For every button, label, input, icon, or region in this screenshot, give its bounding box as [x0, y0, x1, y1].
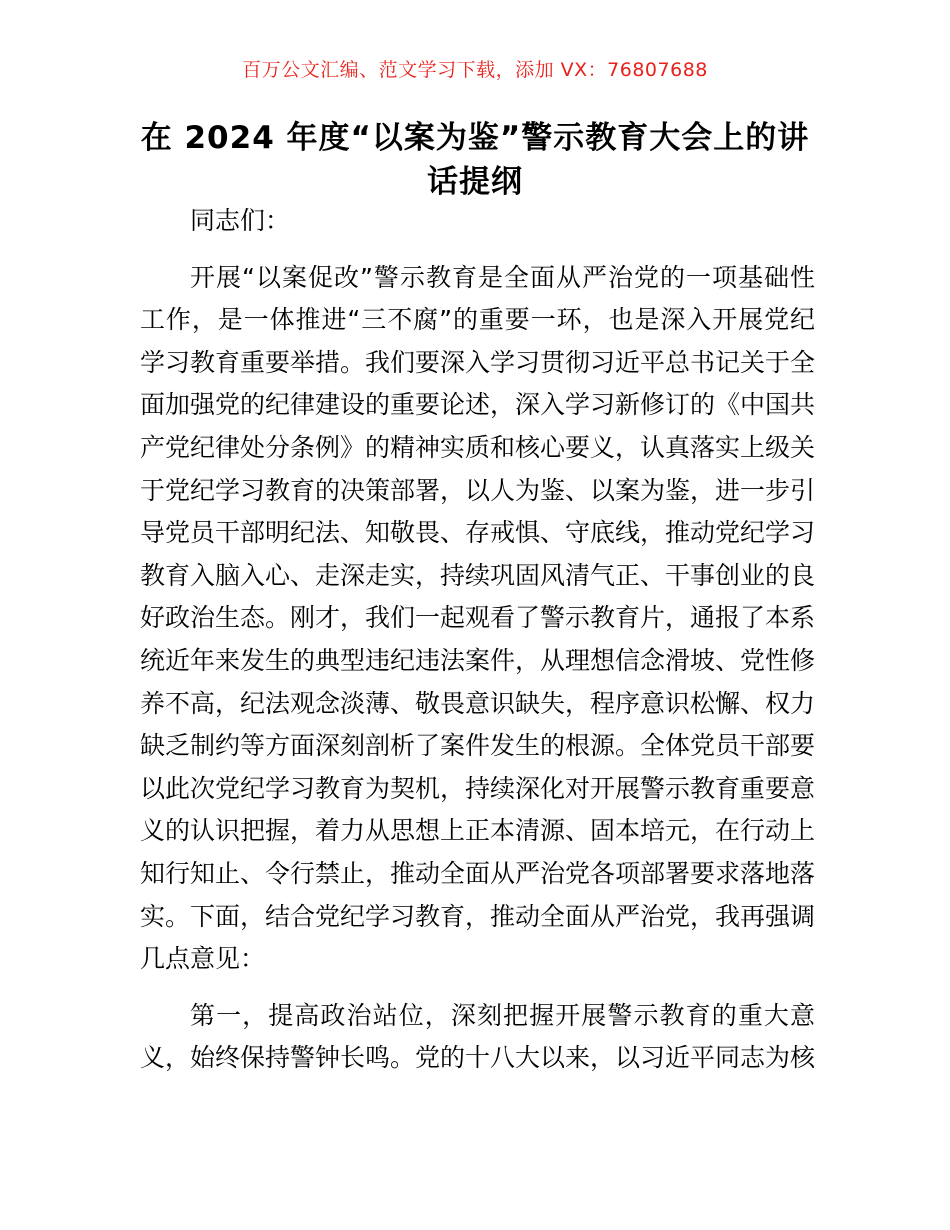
document-body — [140, 200, 815, 1094]
body-paragraph-1: 开展“以案促改”警示教育是全面从严治党的一项基础性工作，是一体推进“三不腐”的重要一环，也是深入开展党纪学习教育重要举措。我们要深入学习贯彻习近平总书记关于全面加强党的纪律建设的重要论述，深入学习新修订的《中国共产党纪律处分条例》的精神实质和核心要义，认真落实上级关于党纪学习教育的决策部署，以人为鉴、以案为鉴，进一步引导党员干部明纪法、知敬畏、存戒惧、守底线，推动党纪学习教育入脑入心、走深走实，持续巩固风清气正、干事创业的良好政治生态。刚才，我们一起观看了警示教育片，通报了本系统近年来发生的典型违纪违法案件，从理想信念滑坡、党性修养不高，纪法观念淡薄、敬畏意识缺失，程序意识松懈、权力缺乏制约等方面深刻剖析了案件发生的根源。全体党员干部要以此次党纪学习教育为契机，持续深化对开展警示教育重要意义的认识把握，着力从思想上正本清源、固本培元，在行动上知行知止、令行禁止，推动全面从严治党各项部署要求落地落实。下面，结合党纪学习教育，推动全面从严治党，我再强调几点意见： — [140, 262, 816, 974]
body-paragraph-2: 第一，提高政治站位，深刻把握开展警示教育的重大意义，始终保持警钟长鸣。党的十八大以来，以习近平同志为核 — [140, 1000, 816, 1073]
document-title: 在 2024 年度“以案为鉴”警示教育大会上的讲话提纲 — [140, 120, 810, 200]
salutation: 同志们： — [190, 206, 291, 235]
header-banner: 百万公文汇编、范文学习下载，添加 VX：76807688 — [242, 59, 708, 81]
